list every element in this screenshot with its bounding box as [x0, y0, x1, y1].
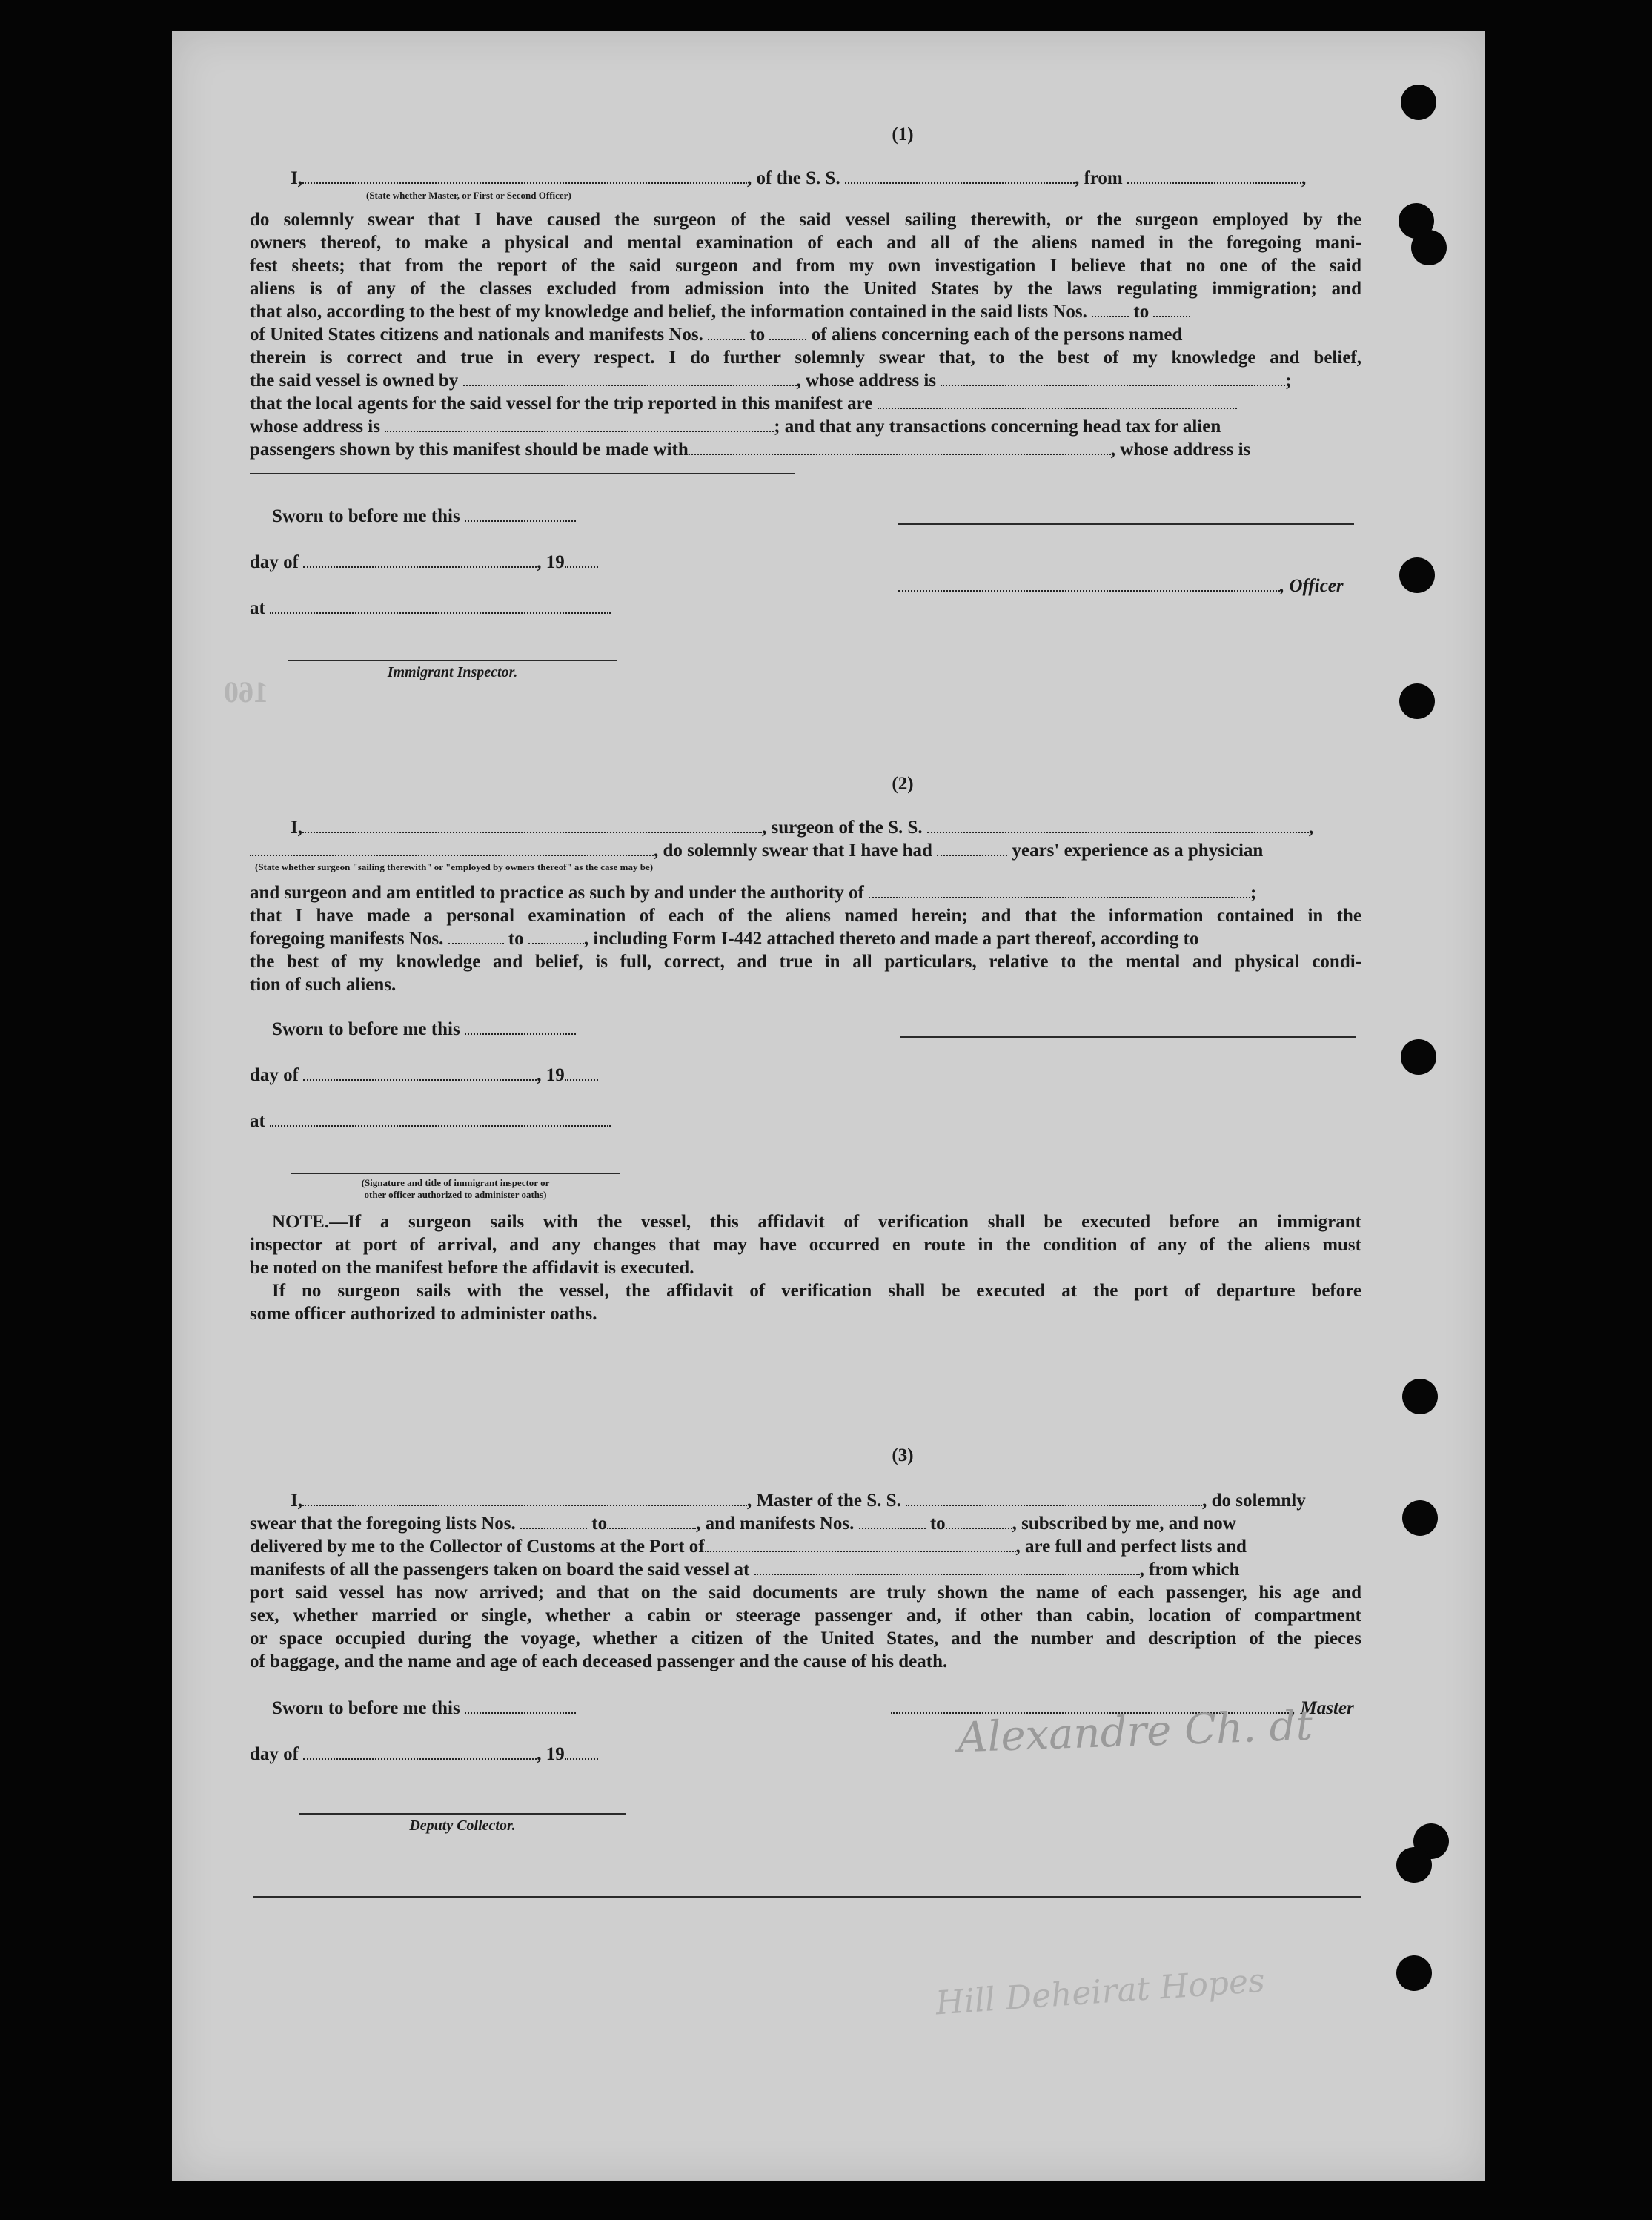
s1-aliens-text: of aliens concerning each of the persons named: [811, 325, 1183, 345]
s1-to-2: to: [749, 325, 766, 345]
s3-lists-from-field[interactable]: [520, 1513, 587, 1529]
punch-hole-11: [1396, 1955, 1432, 1991]
s2-signature-caption-1: (Signature and title of immigrant inspector or: [361, 1177, 550, 1188]
handwritten-signature: Alexandre Ch. dt: [957, 1701, 1313, 1763]
s2-swear: , do solemnly swear that I have had: [654, 841, 932, 861]
s3-para-line-6: sex, whether married or single, whether a cabin or steerage passenger and, if other than cabin, location of compartment: [250, 1606, 1361, 1626]
s3-master-name-field[interactable]: [302, 1490, 747, 1506]
manifests-from-field[interactable]: [708, 324, 745, 340]
s1-headtax-text: ; and that any transactions concerning head tax for alien: [774, 417, 1221, 437]
s1-lists-text: that also, according to the best of my knowledge and belief, the information contained in the said lists Nos.: [250, 302, 1087, 322]
s1-to: to: [1133, 302, 1150, 322]
s3-para-line-5: port said vessel has now arrived; and that on the said documents are truly shown the name of each passenger, his age and: [250, 1583, 1361, 1603]
s1-day-field[interactable]: [303, 551, 537, 568]
s1-para-line-2: owners thereof, to make a physical and mental examination of each and all of the aliens named in the foregoing mani-: [250, 233, 1361, 253]
s1-para-line-9: [250, 393, 1237, 415]
s2-i: I,: [291, 818, 302, 838]
s2-note-line-1: NOTE.—If a surgeon sails with the vessel, this affidavit of verification shall be executed before an immigrant: [272, 1212, 1361, 1232]
s1-place-field[interactable]: [270, 597, 611, 614]
s2-comma: ,: [1308, 818, 1314, 838]
s1-officer-line: [898, 575, 1344, 597]
agents-address-field[interactable]: [385, 416, 774, 432]
s3-day-of: day of: [250, 1744, 299, 1764]
s2-para-line-1: [250, 882, 1256, 904]
s1-owned-by: the said vessel is owned by: [250, 371, 459, 391]
s2-day-of: day of: [250, 1065, 299, 1085]
lists-from-field[interactable]: [1092, 301, 1129, 317]
s2-surgeon-of: , surgeon of the S. S.: [761, 818, 923, 838]
s1-inspector-signature-line[interactable]: [288, 660, 617, 661]
s1-made-with: passengers shown by this manifest should be made with: [250, 440, 689, 460]
s2-surgeon-name-field[interactable]: [302, 817, 762, 833]
manifests-to-field[interactable]: [769, 324, 806, 340]
s3-oath-line-1: [291, 1490, 1306, 1512]
s1-officer-signature-line[interactable]: [898, 523, 1354, 525]
s2-years-field[interactable]: [937, 840, 1007, 856]
s3-day-line: [250, 1743, 598, 1766]
s2-semi: ;: [1250, 883, 1257, 903]
s3-manifests-from-field[interactable]: [859, 1513, 926, 1529]
s2-note-line-4: If no surgeon sails with the vessel, the affidavit of verification shall be executed at the port of departure before: [272, 1281, 1361, 1301]
s1-agents-text: that the local agents for the said vessel for the trip reported in this manifest are: [250, 394, 873, 414]
s3-to: to: [591, 1514, 608, 1534]
s2-form-text: , including Form I-442 attached thereto and made a part thereof, according to: [583, 929, 1199, 949]
s3-para-line-7: or space occupied during the voyage, whether a citizen of the United States, and the number and description of the pieces: [250, 1628, 1361, 1649]
s2-19: , 19: [537, 1065, 565, 1085]
s1-of-ss: , of the S. S.: [746, 168, 840, 188]
s2-at-line: [250, 1110, 611, 1133]
headtax-party-field[interactable]: [689, 439, 1111, 455]
bottom-divider: [253, 1896, 1361, 1898]
s2-foregoing-text: foregoing manifests Nos.: [250, 929, 444, 949]
punch-hole-10: [1396, 1847, 1432, 1883]
s3-para-line-2: [250, 1513, 1236, 1535]
s1-address-rule: [250, 473, 795, 474]
punch-hole-6: [1401, 1039, 1436, 1075]
s2-manifests-from-field[interactable]: [448, 928, 504, 944]
s1-para-line-4: aliens is of any of the classes excluded from admission into the United States by the laws regulating immigration; and: [250, 279, 1361, 299]
s3-para-line-4: [250, 1559, 1240, 1581]
s1-para-line-11: [250, 439, 1250, 461]
s3-do: , do solemnly: [1202, 1491, 1306, 1511]
s2-surgeon-signature-line[interactable]: [900, 1036, 1356, 1038]
s1-year-field[interactable]: [565, 551, 598, 568]
s1-sworn: Sworn to before me this: [272, 506, 460, 526]
s3-sworn-line: [272, 1697, 576, 1720]
vessel-name-field[interactable]: [845, 168, 1075, 184]
s3-subscribed-text: , subscribed by me, and now: [1012, 1514, 1236, 1534]
punch-hole-3: [1411, 230, 1447, 265]
s1-sworn-line: [272, 506, 576, 528]
s1-officer-field[interactable]: [898, 575, 1280, 592]
s1-day-line: [250, 551, 598, 574]
officer-rank-field[interactable]: [302, 168, 747, 184]
s1-i: I,: [291, 168, 302, 188]
lists-to-field[interactable]: [1153, 301, 1190, 317]
s3-embark-port-field[interactable]: [754, 1559, 1140, 1575]
s2-status-caption: (State whether surgeon "sailing therewith" or "employed by owners thereof" as the case may be): [255, 861, 654, 872]
s3-lists-to-field[interactable]: [607, 1513, 696, 1529]
faint-bottom-handwriting: Hill Deheirat Hopes: [934, 1961, 1267, 2023]
s1-from: , from: [1074, 168, 1123, 188]
s3-port-field[interactable]: [705, 1536, 1016, 1552]
s2-sworn-date-field[interactable]: [465, 1018, 576, 1035]
s3-19: , 19: [537, 1744, 565, 1764]
s1-oath-line-1: [291, 168, 1306, 190]
s3-to-2: to: [929, 1514, 946, 1534]
owner-address-field[interactable]: [941, 370, 1285, 386]
s2-oath-line-1: [291, 817, 1313, 839]
s2-day-line: [250, 1064, 598, 1087]
s2-at: at: [250, 1111, 265, 1131]
s3-para-line-8: of baggage, and the name and age of each deceased passenger and the cause of his death.: [250, 1651, 948, 1671]
s2-authority-field[interactable]: [869, 882, 1250, 898]
faint-stamp-number: 160: [224, 675, 268, 709]
s3-perfect-text: , are full and perfect lists and: [1015, 1537, 1247, 1557]
punch-hole-1: [1401, 85, 1436, 120]
s1-para-line-7: therein is correct and true in every respect. I do further solemnly swear that, to the best of my knowledge and belief,: [250, 348, 1361, 368]
s2-note-line-2: inspector at port of arrival, and any changes that may have occurred en route in the condition of any of the aliens must: [250, 1235, 1361, 1255]
s2-signature-caption-2: other officer authorized to administer oaths): [364, 1189, 547, 1200]
manifest-verification-page: [172, 31, 1485, 2181]
s2-to: to: [508, 929, 524, 949]
s2-para-line-4: the best of my knowledge and belief, is full, correct, and true in all particulars, relative to the mental and physical condi-: [250, 952, 1361, 972]
punch-hole-4: [1399, 557, 1435, 593]
s2-para-line-2: that I have made a personal examination of each of the aliens named herein; and that the information contained in the: [250, 906, 1361, 926]
s2-manifests-to-field[interactable]: [528, 928, 584, 944]
s1-para-line-8: [250, 370, 1292, 392]
s3-para-line-3: [250, 1536, 1247, 1558]
s2-inspector-signature-line[interactable]: [291, 1173, 620, 1174]
s3-deputy-signature-line[interactable]: [299, 1813, 626, 1815]
s3-vessel-field[interactable]: [906, 1490, 1202, 1506]
s2-note-line-3: be noted on the manifest before the affidavit is executed.: [250, 1258, 694, 1278]
s1-comma: ,: [1301, 168, 1307, 188]
s3-from-which: , from which: [1139, 1560, 1240, 1580]
s1-whose-address-2: , whose address is: [1110, 440, 1251, 460]
punch-hole-8: [1402, 1500, 1438, 1536]
s2-sailing-status-field[interactable]: [250, 840, 654, 856]
s2-vessel-field[interactable]: [927, 817, 1309, 833]
s2-sworn: Sworn to before me this: [272, 1019, 460, 1039]
agents-field[interactable]: [878, 393, 1237, 409]
s3-i: I,: [291, 1491, 302, 1511]
s1-para-line-3: fest sheets; that from the report of the said surgeon and from my own investigation I believe that no one of the said: [250, 256, 1361, 276]
s3-sworn: Sworn to before me this: [272, 1698, 460, 1718]
s3-lists-text: swear that the foregoing lists Nos.: [250, 1514, 516, 1534]
s2-note-line-5: some officer authorized to administer oaths.: [250, 1304, 597, 1324]
s2-sworn-line: [272, 1018, 576, 1041]
s2-oath-line-2: [250, 840, 1263, 862]
s1-whose-address: , whose address is: [796, 371, 937, 391]
s1-para-line-6: [250, 324, 1182, 346]
immigrant-inspector-caption: Immigrant Inspector.: [387, 664, 518, 680]
s2-place-field[interactable]: [270, 1110, 611, 1127]
officer-rank-caption: (State whether Master, or First or Second Officer): [366, 190, 571, 201]
s3-onboard-text: manifests of all the passengers taken on board the said vessel at: [250, 1560, 750, 1580]
s1-at: at: [250, 598, 265, 618]
section-1-number: (1): [892, 125, 914, 145]
s1-agents-address-label: whose address is: [250, 417, 380, 437]
s3-master-label: , Master: [1291, 1698, 1354, 1718]
s2-authority-text: and surgeon and am entitled to practice as such by and under the authority of: [250, 883, 864, 903]
s2-para-line-5: tion of such aliens.: [250, 975, 397, 995]
s3-day-field[interactable]: [303, 1743, 537, 1760]
s1-para-line-5: [250, 301, 1190, 323]
punch-hole-7: [1402, 1379, 1438, 1414]
s3-year-field[interactable]: [565, 1743, 598, 1760]
s2-day-field[interactable]: [303, 1064, 537, 1081]
s3-master-of: , Master of the S. S.: [746, 1491, 901, 1511]
s1-manifests-text: of United States citizens and nationals and manifests Nos.: [250, 325, 703, 345]
s1-at-line: [250, 597, 611, 620]
s2-para-line-3: [250, 928, 1198, 950]
s1-officer-label: , Officer: [1280, 576, 1344, 596]
section-3-number: (3): [892, 1445, 914, 1465]
s3-manifests-to-field[interactable]: [946, 1513, 1012, 1529]
s3-sworn-date-field[interactable]: [465, 1697, 576, 1714]
punch-hole-5: [1399, 683, 1435, 719]
s3-collector-text: delivered by me to the Collector of Customs at the Port of: [250, 1537, 705, 1557]
deputy-collector-caption: Deputy Collector.: [409, 1818, 516, 1834]
s3-manifests-text: , and manifests Nos.: [696, 1514, 855, 1534]
s1-para-line-1: do solemnly swear that I have caused the surgeon of the said vessel sailing therewith, or the surgeon employed by the: [250, 210, 1361, 230]
s1-day-of: day of: [250, 552, 299, 572]
s1-sworn-date-field[interactable]: [465, 506, 576, 522]
s1-para-line-10: [250, 416, 1221, 438]
owner-field[interactable]: [463, 370, 797, 386]
s2-years-text: years' experience as a physician: [1012, 841, 1264, 861]
s1-19: , 19: [537, 552, 565, 572]
s2-year-field[interactable]: [565, 1064, 598, 1081]
section-2-number: (2): [892, 774, 914, 794]
departure-port-field[interactable]: [1127, 168, 1301, 184]
s1-semi: ;: [1285, 371, 1292, 391]
